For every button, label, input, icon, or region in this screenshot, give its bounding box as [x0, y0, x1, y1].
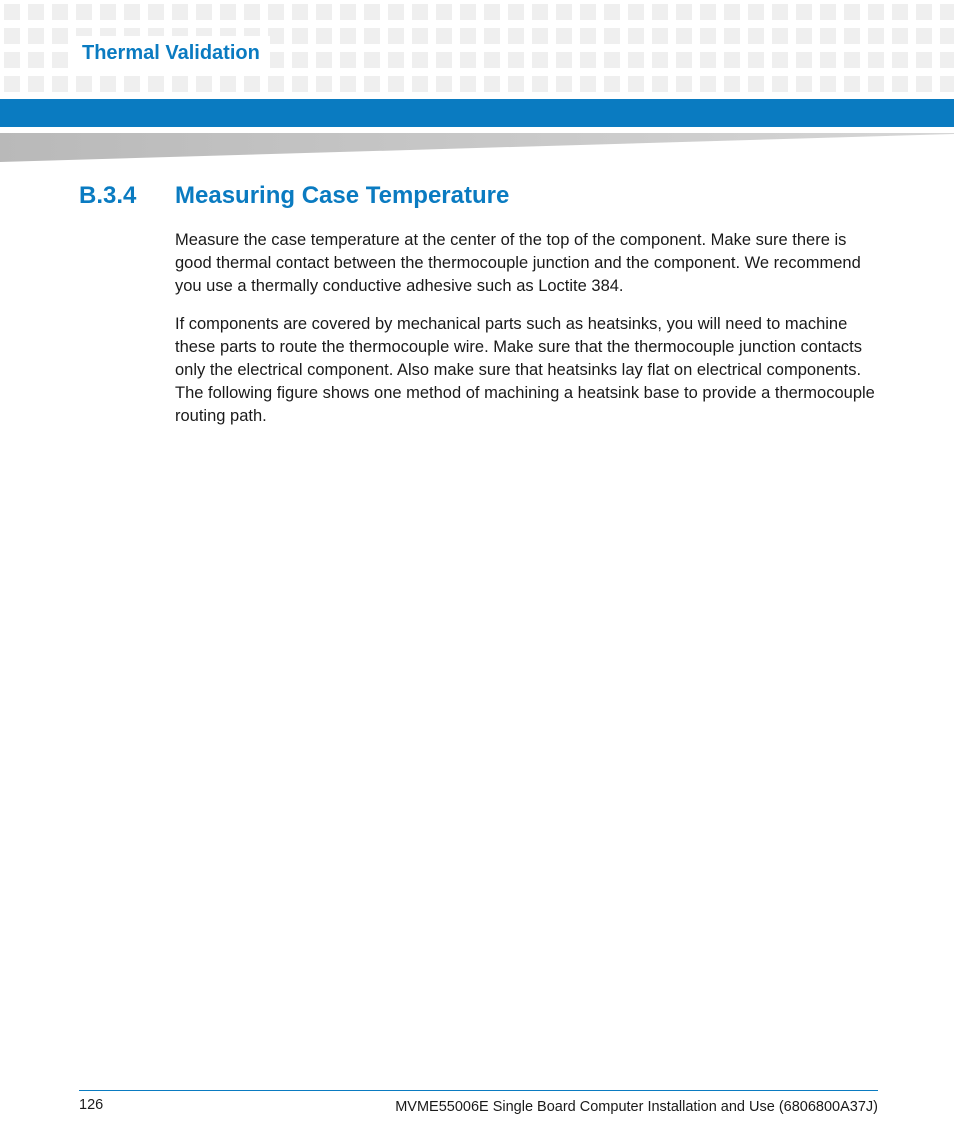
header-dot	[508, 52, 524, 68]
header-dot	[916, 4, 932, 20]
header-dot	[124, 4, 140, 20]
header-dot	[508, 4, 524, 20]
header-dot	[772, 76, 788, 92]
header-dot	[580, 4, 596, 20]
header-dot	[700, 76, 716, 92]
header-dot	[796, 28, 812, 44]
header-dot	[196, 4, 212, 20]
header-dot	[4, 28, 20, 44]
header-dot	[220, 4, 236, 20]
page-number: 126	[79, 1097, 104, 1113]
header-dot	[364, 52, 380, 68]
header-dot	[28, 28, 44, 44]
header-dot	[628, 76, 644, 92]
header-dot	[484, 76, 500, 92]
header-blue-band	[0, 99, 954, 127]
header-dot	[868, 76, 884, 92]
header-dot	[124, 76, 140, 92]
header-dot	[676, 52, 692, 68]
header-dot	[604, 28, 620, 44]
running-header	[72, 36, 270, 70]
header-dot	[580, 52, 596, 68]
header-dot	[724, 28, 740, 44]
header-dot	[628, 4, 644, 20]
header-dot	[556, 4, 572, 20]
header-dot	[892, 4, 908, 20]
header-dot	[652, 4, 668, 20]
header-dot	[604, 4, 620, 20]
header-dot	[52, 28, 68, 44]
header-dot	[532, 28, 548, 44]
header-dot	[364, 76, 380, 92]
header-dot	[28, 4, 44, 20]
header-dot	[676, 28, 692, 44]
header-dot	[844, 4, 860, 20]
header-dot	[628, 28, 644, 44]
header-dot	[532, 52, 548, 68]
header-dot	[820, 52, 836, 68]
header-dot	[412, 4, 428, 20]
header-dot	[340, 52, 356, 68]
header-dot	[748, 52, 764, 68]
header-dot	[508, 28, 524, 44]
header-dot	[652, 52, 668, 68]
header-dot	[676, 76, 692, 92]
header-dot	[940, 52, 954, 68]
header-dot	[4, 4, 20, 20]
header-dot	[268, 52, 284, 68]
header-dot	[724, 76, 740, 92]
header-dot	[436, 28, 452, 44]
header-dot	[412, 52, 428, 68]
header-dot	[868, 4, 884, 20]
header-dot	[388, 28, 404, 44]
header-dot	[436, 52, 452, 68]
header-dot	[820, 28, 836, 44]
header-dot	[844, 76, 860, 92]
header-dot	[652, 76, 668, 92]
header-dot	[268, 76, 284, 92]
header-dot	[868, 28, 884, 44]
header-dot	[484, 52, 500, 68]
header-dot	[52, 76, 68, 92]
section-title: Measuring Case Temperature	[175, 182, 510, 209]
header-dot	[508, 76, 524, 92]
section-heading	[79, 182, 509, 210]
header-dot	[316, 4, 332, 20]
header-dot	[292, 76, 308, 92]
header-dot	[700, 4, 716, 20]
header-dot	[52, 4, 68, 20]
header-dot	[460, 52, 476, 68]
header-dot	[604, 52, 620, 68]
footer-rule	[79, 1090, 878, 1091]
header-dot	[460, 4, 476, 20]
header-dot	[556, 76, 572, 92]
header-dot	[580, 28, 596, 44]
header-dot	[700, 52, 716, 68]
header-dot	[76, 4, 92, 20]
header-dot	[316, 28, 332, 44]
header-dot	[868, 52, 884, 68]
header-dot	[412, 28, 428, 44]
header-dot	[892, 52, 908, 68]
header-dot	[220, 76, 236, 92]
header-dot	[292, 4, 308, 20]
header-dot	[268, 4, 284, 20]
header-dot	[28, 52, 44, 68]
header-dot	[172, 4, 188, 20]
document-title: MVME55006E Single Board Computer Installation and Use (6806800A37J)	[395, 1099, 878, 1115]
header-dot	[748, 28, 764, 44]
header-dot	[916, 76, 932, 92]
header-dot	[892, 28, 908, 44]
header-dot	[796, 4, 812, 20]
header-dot	[916, 52, 932, 68]
header-dot	[388, 4, 404, 20]
header-grey-wedge	[0, 130, 954, 164]
header-dot	[892, 76, 908, 92]
header-dot	[700, 28, 716, 44]
header-dot	[820, 4, 836, 20]
header-dot	[628, 52, 644, 68]
header-dot	[196, 76, 212, 92]
running-header-title: Thermal Validation	[82, 41, 260, 64]
body-paragraph-1: Measure the case temperature at the center of the top of the component. Make sure there is good thermal contact between the thermocouple junction and the component. We recommend you use a thermally conductive adhesive such as Loctite 384.	[175, 231, 861, 295]
header-dot	[772, 4, 788, 20]
header-dot	[772, 28, 788, 44]
header-dot	[100, 4, 116, 20]
header-dot	[148, 76, 164, 92]
header-dot	[4, 76, 20, 92]
header-dot	[364, 28, 380, 44]
header-dot	[340, 28, 356, 44]
header-dot	[676, 4, 692, 20]
header-dot	[100, 76, 116, 92]
header-dot	[772, 52, 788, 68]
header-dot	[748, 4, 764, 20]
header-dot	[388, 52, 404, 68]
header-dot	[268, 28, 284, 44]
header-dot	[244, 76, 260, 92]
header-dot	[52, 52, 68, 68]
header-dot	[820, 76, 836, 92]
header-dot	[316, 76, 332, 92]
header-dot	[76, 76, 92, 92]
header-dot	[364, 4, 380, 20]
header-dot	[940, 28, 954, 44]
header-dot	[460, 76, 476, 92]
header-dot	[412, 76, 428, 92]
header-dot	[436, 76, 452, 92]
header-dot	[28, 76, 44, 92]
header-dot	[556, 52, 572, 68]
header-dot	[940, 4, 954, 20]
header-dot	[532, 4, 548, 20]
header-dot	[436, 4, 452, 20]
header-dot	[724, 52, 740, 68]
header-dot	[292, 28, 308, 44]
header-dot	[484, 28, 500, 44]
section-number: B.3.4	[79, 182, 137, 209]
header-dot	[340, 76, 356, 92]
header-dot	[748, 76, 764, 92]
header-dot	[244, 4, 260, 20]
header-dot	[796, 52, 812, 68]
header-dot	[796, 76, 812, 92]
body-paragraph-2: If components are covered by mechanical parts such as heatsinks, you will need to machine these parts to route the thermocouple wire. Make sure that the thermocouple junction contacts only the electrical component. Also make sure that heatsinks lay flat on electrical components. The following figure shows one method of machining a heatsink base to provide a thermocouple routing path.	[175, 315, 875, 425]
header-dot	[484, 4, 500, 20]
header-dot	[556, 28, 572, 44]
header-dot	[652, 28, 668, 44]
header-dot	[148, 4, 164, 20]
header-dot	[940, 76, 954, 92]
header-dot	[460, 28, 476, 44]
header-dot	[844, 52, 860, 68]
header-dot	[916, 28, 932, 44]
header-dot	[388, 76, 404, 92]
header-dot	[172, 76, 188, 92]
header-dot	[844, 28, 860, 44]
header-dot	[292, 52, 308, 68]
header-dot	[724, 4, 740, 20]
header-dot	[604, 76, 620, 92]
header-dot	[316, 52, 332, 68]
header-dot	[4, 52, 20, 68]
header-dot	[532, 76, 548, 92]
header-dot	[580, 76, 596, 92]
header-dot	[340, 4, 356, 20]
